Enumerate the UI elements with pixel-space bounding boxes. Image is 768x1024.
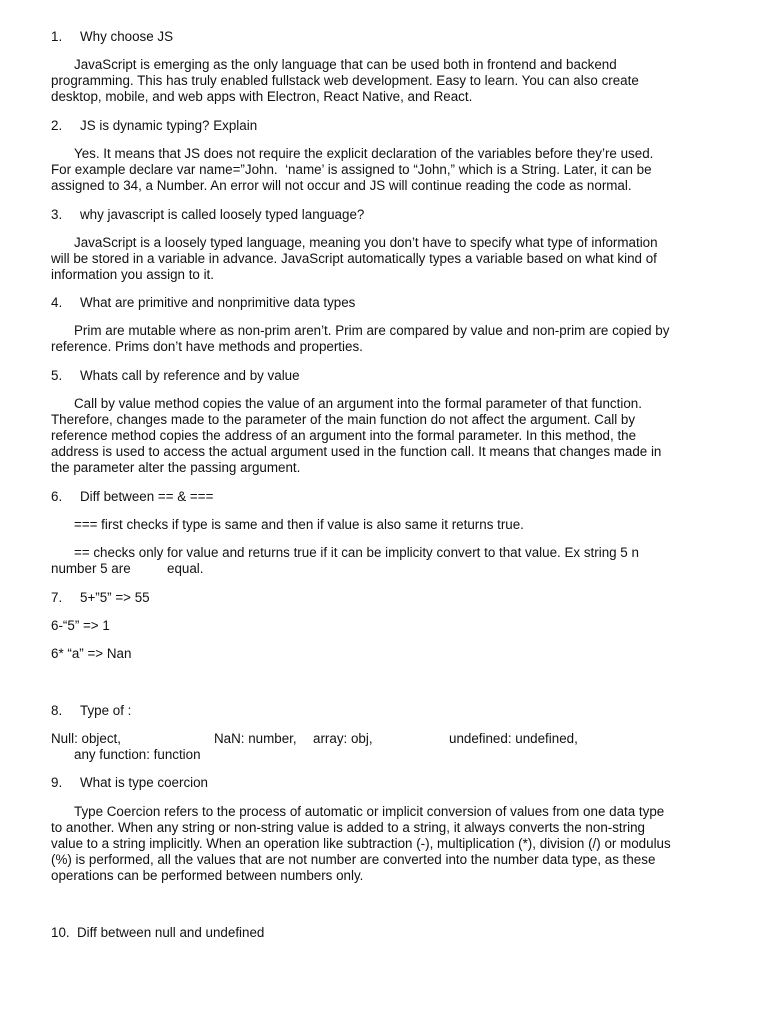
answer-5-line-4: address is used to access the actual argument used in the function call. It means that changes made in	[51, 444, 662, 459]
question-6-heading	[51, 489, 213, 505]
example-7-subtraction: 6-“5” => 1	[51, 618, 110, 633]
question-7-heading	[51, 590, 150, 606]
answer-5-line-2: Therefore, changes made to the parameter of the main function do not affect the argument. Call by	[51, 412, 636, 427]
answer-2-line-1: Yes. It means that JS does not require the explicit declaration of the variables before they’re used.	[74, 146, 654, 161]
answer-3-line-3: information you assign to it.	[51, 267, 215, 282]
answer-9-line-1: Type Coercion refers to the process of automatic or implicit conversion of values from one data type	[74, 804, 665, 819]
answer-2-line-3: assigned to 34, a Number. An error will not occur and JS will continue reading the code as normal.	[51, 178, 632, 193]
question-10-heading	[51, 925, 264, 941]
question-number: 9.	[51, 775, 63, 790]
answer-3-line-2: will be stored in a variable in advance. JavaScript automatically types a variable based on what kind of	[51, 251, 657, 266]
answer-5-line-1: Call by value method copies the value of an argument into the formal parameter of that function.	[74, 396, 642, 411]
question-number: 2.	[51, 118, 63, 133]
answer-6-loose-equality-line-2: number 5 are	[51, 561, 131, 576]
typeof-undefined: undefined: undefined,	[449, 731, 578, 746]
question-number: 1.	[51, 29, 63, 44]
question-number: 5.	[51, 368, 63, 383]
answer-5-line-3: reference method copies the address of an argument into the formal parameter. In this method, the	[51, 428, 637, 443]
question-title: Diff between null and undefined	[77, 925, 265, 940]
question-number: 3.	[51, 207, 63, 222]
typeof-function: any function: function	[74, 747, 201, 762]
question-4-heading	[51, 295, 355, 311]
typeof-array: array: obj,	[313, 731, 373, 746]
answer-9-line-3: value to a string implicitly. When an operation like subtraction (-), multiplication (*), division (/) or modulus	[51, 836, 671, 851]
example-7-multiplication: 6* “a” => Nan	[51, 646, 132, 661]
answer-6-loose-equality-tail: equal.	[167, 561, 204, 576]
answer-9-line-4: (%) is performed, all the values that are not number are converted into the number data type, as these	[51, 852, 656, 867]
question-number: 8.	[51, 703, 63, 718]
question-title: What are primitive and nonprimitive data types	[80, 295, 356, 310]
answer-2-line-2: For example declare var name=”John. ‘name’ is assigned to “John,” which is a String. Later, it can be	[51, 162, 652, 177]
answer-6-strict-equality: === first checks if type is same and then if value is also same it returns true.	[74, 517, 524, 532]
answer-1-line-2: programming. This has truly enabled fullstack web development. Easy to learn. You can also create	[51, 73, 639, 88]
question-title: Whats call by reference and by value	[80, 368, 300, 383]
question-3-heading	[51, 207, 364, 223]
question-title: What is type coercion	[80, 775, 209, 790]
question-5-heading	[51, 368, 300, 384]
question-8-heading	[51, 703, 131, 719]
question-number: 10.	[51, 925, 70, 940]
question-2-heading	[51, 118, 257, 134]
answer-6-loose-equality-line-1: == checks only for value and returns true if it can be implicity convert to that value. Ex string 5 n	[74, 545, 639, 560]
answer-9-line-5: operations can be performed between numbers only.	[51, 868, 364, 883]
question-title: why javascript is called loosely typed language?	[80, 207, 365, 222]
answer-1-line-1: JavaScript is emerging as the only language that can be used both in frontend and backend	[74, 57, 617, 72]
answer-4-line-1: Prim are mutable where as non-prim aren’t. Prim are compared by value and non-prim are copied by	[74, 323, 670, 338]
question-1-heading	[51, 29, 173, 45]
question-number: 4.	[51, 295, 63, 310]
question-number: 6.	[51, 489, 63, 504]
question-title: Type of :	[80, 703, 132, 718]
answer-4-line-2: reference. Prims don’t have methods and properties.	[51, 339, 363, 354]
question-number: 7.	[51, 590, 63, 605]
question-title: Why choose JS	[80, 29, 174, 44]
answer-5-line-5: the parameter alter the passing argument.	[51, 460, 301, 475]
typeof-null: Null: object,	[51, 731, 121, 746]
question-title: JS is dynamic typing? Explain	[80, 118, 258, 133]
answer-3-line-1: JavaScript is a loosely typed language, meaning you don’t have to specify what type of information	[74, 235, 658, 250]
question-title: Diff between == & ===	[80, 489, 214, 504]
typeof-nan: NaN: number,	[214, 731, 297, 746]
question-title: 5+”5” => 55	[80, 590, 150, 605]
answer-9-line-2: to another. When any string or non-string value is added to a string, it always converts the non-string	[51, 820, 645, 835]
answer-1-line-3: desktop, mobile, and web apps with Electron, React Native, and React.	[51, 89, 473, 104]
question-9-heading	[51, 775, 208, 791]
